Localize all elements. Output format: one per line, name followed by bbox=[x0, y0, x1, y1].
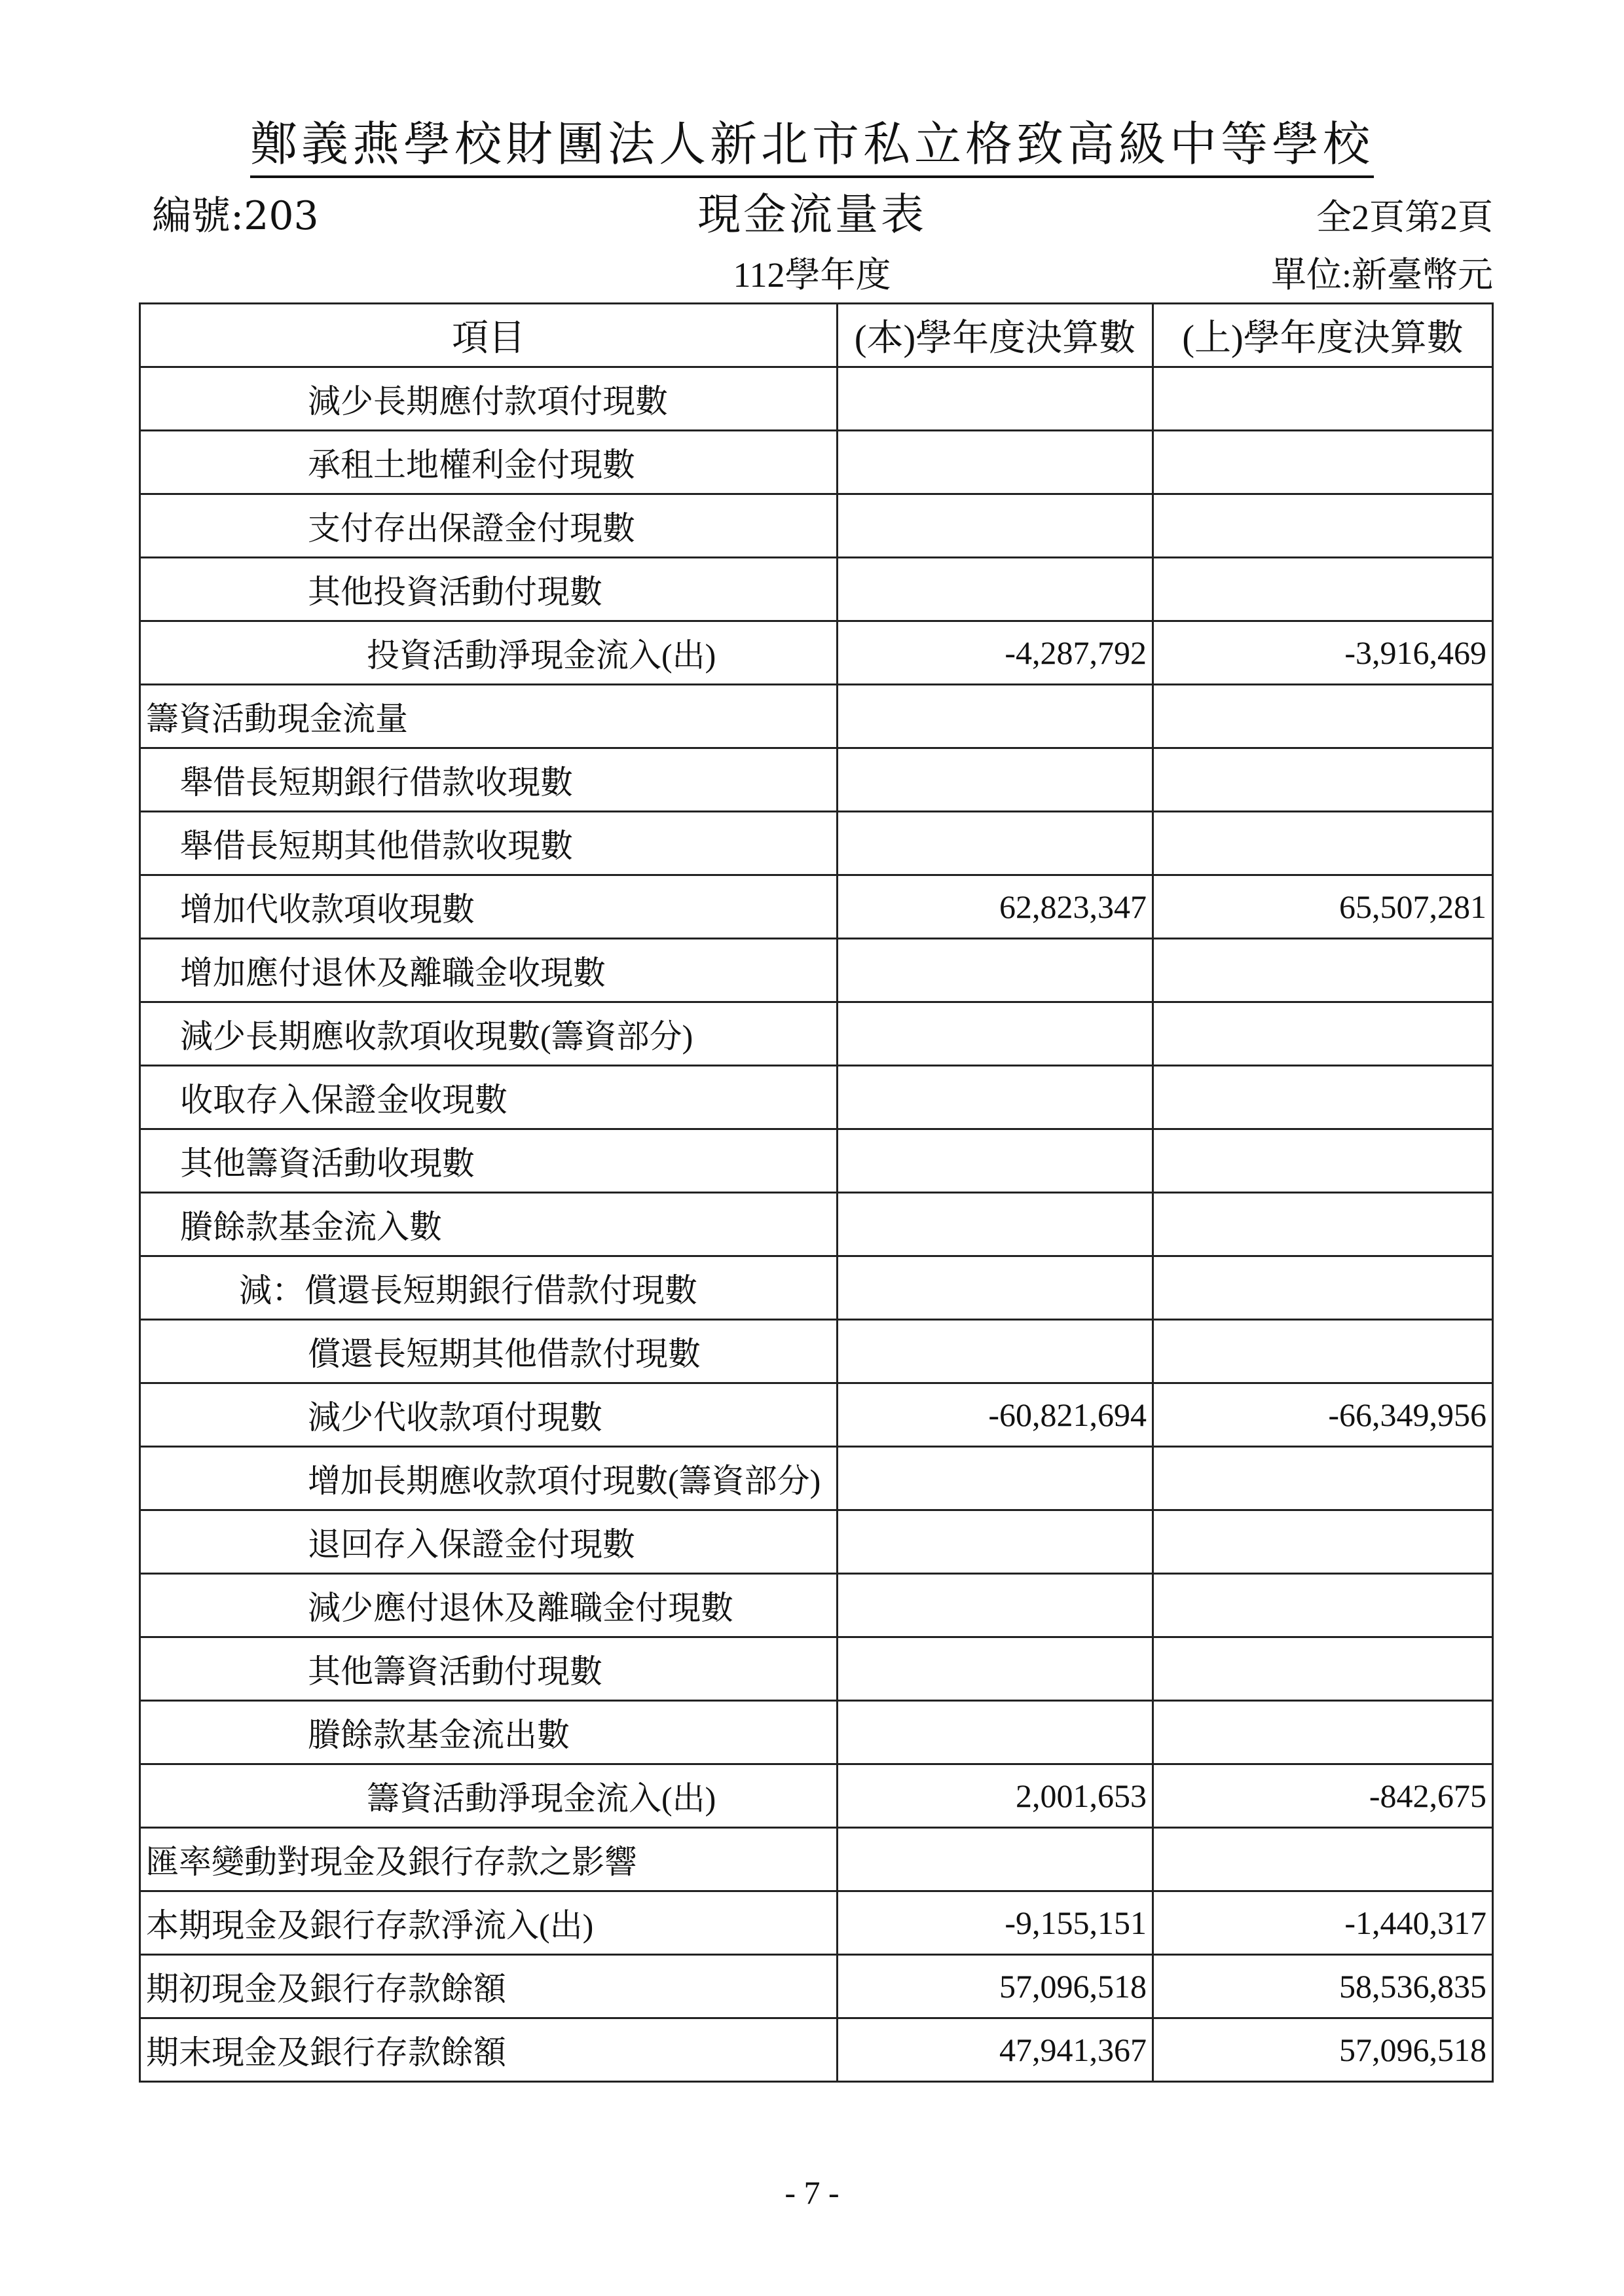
row-label: 支付存出保證金付現數 bbox=[140, 494, 838, 558]
table-row bbox=[140, 1002, 1493, 1066]
previous-year-value bbox=[1153, 1193, 1493, 1256]
previous-year-value bbox=[1153, 1510, 1493, 1574]
current-year-value: 47,941,367 bbox=[838, 2018, 1153, 2082]
previous-year-value bbox=[1153, 1637, 1493, 1701]
table-row bbox=[140, 621, 1493, 685]
previous-year-value: 58,536,835 bbox=[1153, 1955, 1493, 2018]
organization-title: 鄭義燕學校財團法人新北市私立格致高級中等學校 bbox=[0, 111, 1624, 177]
row-label: 償還長短期其他借款付現數 bbox=[140, 1320, 838, 1383]
previous-year-value bbox=[1153, 1574, 1493, 1637]
table-row bbox=[140, 1574, 1493, 1637]
current-year-value bbox=[838, 1574, 1153, 1637]
previous-year-value: -842,675 bbox=[1153, 1764, 1493, 1828]
table-header-row bbox=[140, 304, 1493, 367]
previous-year-value bbox=[1153, 812, 1493, 875]
row-label: 舉借長短期其他借款收現數 bbox=[140, 812, 838, 875]
row-label: 減少代收款項付現數 bbox=[140, 1383, 838, 1447]
current-year-value bbox=[838, 1129, 1153, 1193]
row-label: 減少長期應付款項付現數 bbox=[140, 367, 838, 431]
academic-year: 112學年度 bbox=[733, 255, 891, 295]
current-year-value: 2,001,653 bbox=[838, 1764, 1153, 1828]
table-row bbox=[140, 1193, 1493, 1256]
row-label: 其他投資活動付現數 bbox=[140, 558, 838, 621]
current-year-value bbox=[838, 1256, 1153, 1320]
row-label: 匯率變動對現金及銀行存款之影響 bbox=[140, 1828, 838, 1891]
previous-year-value: -1,440,317 bbox=[1153, 1891, 1493, 1955]
table-row bbox=[140, 1955, 1493, 2018]
previous-year-value bbox=[1153, 1320, 1493, 1383]
table-row bbox=[140, 367, 1493, 431]
row-label: 承租土地權利金付現數 bbox=[140, 431, 838, 494]
previous-year-value: 65,507,281 bbox=[1153, 875, 1493, 939]
previous-year-value bbox=[1153, 748, 1493, 812]
table-row bbox=[140, 1828, 1493, 1891]
table-row bbox=[140, 939, 1493, 1002]
current-year-value bbox=[838, 812, 1153, 875]
page-info: 全2頁第2頁 bbox=[1316, 198, 1493, 237]
table-row bbox=[140, 1129, 1493, 1193]
current-year-value bbox=[838, 431, 1153, 494]
row-label: 籌資活動現金流量 bbox=[140, 685, 838, 748]
table-row bbox=[140, 1637, 1493, 1701]
previous-year-value bbox=[1153, 1256, 1493, 1320]
row-label: 期末現金及銀行存款餘額 bbox=[140, 2018, 838, 2082]
row-label: 期初現金及銀行存款餘額 bbox=[140, 1955, 838, 2018]
current-year-value bbox=[838, 748, 1153, 812]
previous-year-value bbox=[1153, 1828, 1493, 1891]
current-year-value: -4,287,792 bbox=[838, 621, 1153, 685]
current-year-value bbox=[838, 1828, 1153, 1891]
previous-year-value bbox=[1153, 1129, 1493, 1193]
table-row bbox=[140, 685, 1493, 748]
table-row bbox=[140, 1701, 1493, 1764]
previous-year-value bbox=[1153, 431, 1493, 494]
current-year-value bbox=[838, 1701, 1153, 1764]
row-label: 收取存入保證金收現數 bbox=[140, 1066, 838, 1129]
previous-year-value bbox=[1153, 1066, 1493, 1129]
page-number: - 7 - bbox=[784, 2174, 840, 2211]
table-row bbox=[140, 494, 1493, 558]
previous-year-value: 57,096,518 bbox=[1153, 2018, 1493, 2082]
table-row bbox=[140, 558, 1493, 621]
current-year-value bbox=[838, 1193, 1153, 1256]
cash-flow-table bbox=[139, 302, 1494, 2083]
current-year-value: 62,823,347 bbox=[838, 875, 1153, 939]
table-row bbox=[140, 875, 1493, 939]
column-header-current-year: (本)學年度決算數 bbox=[838, 304, 1153, 367]
column-header-item: 項目 bbox=[140, 304, 838, 367]
current-year-value bbox=[838, 1447, 1153, 1510]
current-year-value bbox=[838, 1510, 1153, 1574]
current-year-value: -9,155,151 bbox=[838, 1891, 1153, 1955]
statement-title: 現金流量表 bbox=[697, 189, 927, 240]
current-year-value bbox=[838, 1002, 1153, 1066]
current-year-value bbox=[838, 939, 1153, 1002]
table-row bbox=[140, 431, 1493, 494]
table-row bbox=[140, 1510, 1493, 1574]
row-label: 本期現金及銀行存款淨流入(出) bbox=[140, 1891, 838, 1955]
column-header-previous-year: (上)學年度決算數 bbox=[1153, 304, 1493, 367]
row-label: 賸餘款基金流出數 bbox=[140, 1701, 838, 1764]
current-year-value: -60,821,694 bbox=[838, 1383, 1153, 1447]
row-label: 賸餘款基金流入數 bbox=[140, 1193, 838, 1256]
table-row bbox=[140, 1256, 1493, 1320]
row-label: 投資活動淨現金流入(出) bbox=[140, 621, 838, 685]
currency-unit: 單位:新臺幣元 bbox=[1270, 255, 1493, 295]
row-label: 增加長期應收款項付現數(籌資部分) bbox=[140, 1447, 838, 1510]
table-row bbox=[140, 1764, 1493, 1828]
current-year-value bbox=[838, 367, 1153, 431]
row-label: 增加應付退休及離職金收現數 bbox=[140, 939, 838, 1002]
previous-year-value bbox=[1153, 685, 1493, 748]
table-row bbox=[140, 812, 1493, 875]
table-row bbox=[140, 1891, 1493, 1955]
serial-number: 編號:203 bbox=[152, 193, 319, 239]
current-year-value bbox=[838, 1066, 1153, 1129]
current-year-value bbox=[838, 558, 1153, 621]
table-row bbox=[140, 1320, 1493, 1383]
table-row bbox=[140, 1383, 1493, 1447]
previous-year-value bbox=[1153, 367, 1493, 431]
table-row bbox=[140, 748, 1493, 812]
previous-year-value bbox=[1153, 939, 1493, 1002]
current-year-value bbox=[838, 494, 1153, 558]
row-label: 增加代收款項收現數 bbox=[140, 875, 838, 939]
table-row bbox=[140, 1066, 1493, 1129]
row-label: 減少應付退休及離職金付現數 bbox=[140, 1574, 838, 1637]
row-label: 其他籌資活動付現數 bbox=[140, 1637, 838, 1701]
row-label: 退回存入保證金付現數 bbox=[140, 1510, 838, 1574]
row-label: 籌資活動淨現金流入(出) bbox=[140, 1764, 838, 1828]
current-year-value: 57,096,518 bbox=[838, 1955, 1153, 2018]
table-row bbox=[140, 1447, 1493, 1510]
current-year-value bbox=[838, 1320, 1153, 1383]
previous-year-value bbox=[1153, 558, 1493, 621]
row-label: 減：償還長短期銀行借款付現數 bbox=[140, 1256, 838, 1320]
table-row bbox=[140, 2018, 1493, 2082]
row-label: 減少長期應收款項收現數(籌資部分) bbox=[140, 1002, 838, 1066]
row-label: 舉借長短期銀行借款收現數 bbox=[140, 748, 838, 812]
previous-year-value bbox=[1153, 494, 1493, 558]
previous-year-value bbox=[1153, 1701, 1493, 1764]
previous-year-value bbox=[1153, 1447, 1493, 1510]
current-year-value bbox=[838, 685, 1153, 748]
row-label: 其他籌資活動收現數 bbox=[140, 1129, 838, 1193]
previous-year-value bbox=[1153, 1002, 1493, 1066]
previous-year-value: -3,916,469 bbox=[1153, 621, 1493, 685]
current-year-value bbox=[838, 1637, 1153, 1701]
previous-year-value: -66,349,956 bbox=[1153, 1383, 1493, 1447]
